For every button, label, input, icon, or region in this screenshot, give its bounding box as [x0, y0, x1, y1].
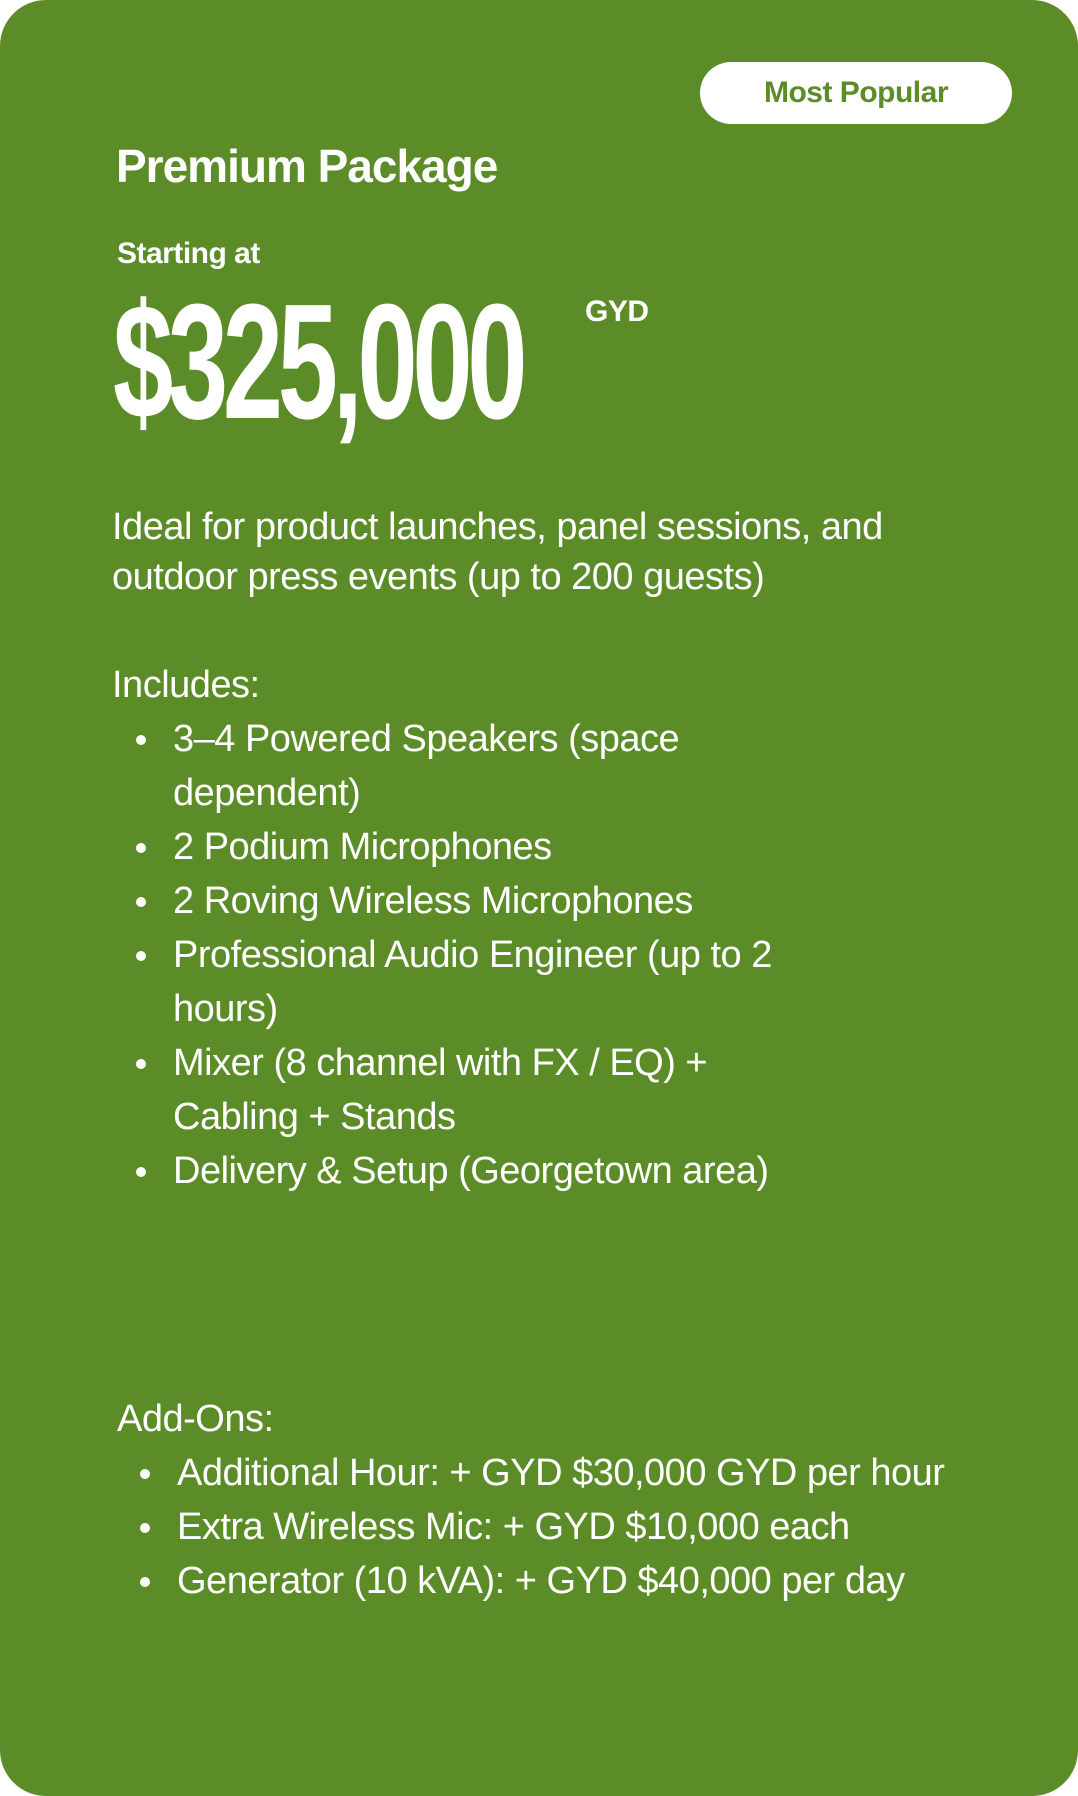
list-item-text: Extra Wireless Mic: + GYD $10,000 each: [177, 1506, 850, 1548]
list-item-text: 3–4 Powered Speakers (space dependent): [173, 718, 680, 814]
bullet-icon: [140, 1523, 150, 1533]
addons-label: Add-Ons:: [117, 1398, 274, 1440]
list-item: [133, 820, 833, 874]
list-item-text: 2 Roving Wireless Microphones: [173, 880, 693, 922]
list-item-text: Additional Hour: + GYD $30,000 GYD per hour: [177, 1452, 945, 1494]
list-item: [133, 712, 833, 820]
list-item: [133, 874, 833, 928]
addons-list: [137, 1446, 997, 1608]
bullet-icon: [136, 1167, 146, 1177]
list-item-text: Professional Audio Engineer (up to 2 hours): [173, 934, 772, 1030]
currency-label: GYD: [585, 295, 649, 328]
bullet-icon: [136, 843, 146, 853]
starting-at-label: Starting at: [117, 237, 260, 270]
package-description: Ideal for product launches, panel sessions, and outdoor press events (up to 200 guests): [112, 506, 883, 598]
includes-label: Includes:: [112, 664, 260, 706]
includes-list: [133, 712, 833, 1198]
list-item: [133, 1144, 833, 1198]
list-item: [137, 1446, 997, 1500]
list-item: [133, 928, 833, 1036]
list-item-text: Delivery & Setup (Georgetown area): [173, 1150, 769, 1192]
most-popular-badge: Most Popular: [700, 62, 1012, 124]
bullet-icon: [136, 897, 146, 907]
list-item: [137, 1500, 997, 1554]
bullet-icon: [140, 1469, 150, 1479]
bullet-icon: [136, 951, 146, 961]
package-title: Premium Package: [116, 140, 498, 192]
list-item-text: Generator (10 kVA): + GYD $40,000 per day: [177, 1560, 905, 1602]
bullet-icon: [136, 1059, 146, 1069]
list-item-text: Mixer (8 channel with FX / EQ) + Cabling + Stands: [173, 1042, 708, 1138]
package-price: $325,000: [113, 270, 523, 453]
list-item-text: 2 Podium Microphones: [173, 826, 552, 868]
list-item: [137, 1554, 997, 1608]
bullet-icon: [140, 1577, 150, 1587]
bullet-icon: [136, 735, 146, 745]
list-item: [133, 1036, 833, 1144]
